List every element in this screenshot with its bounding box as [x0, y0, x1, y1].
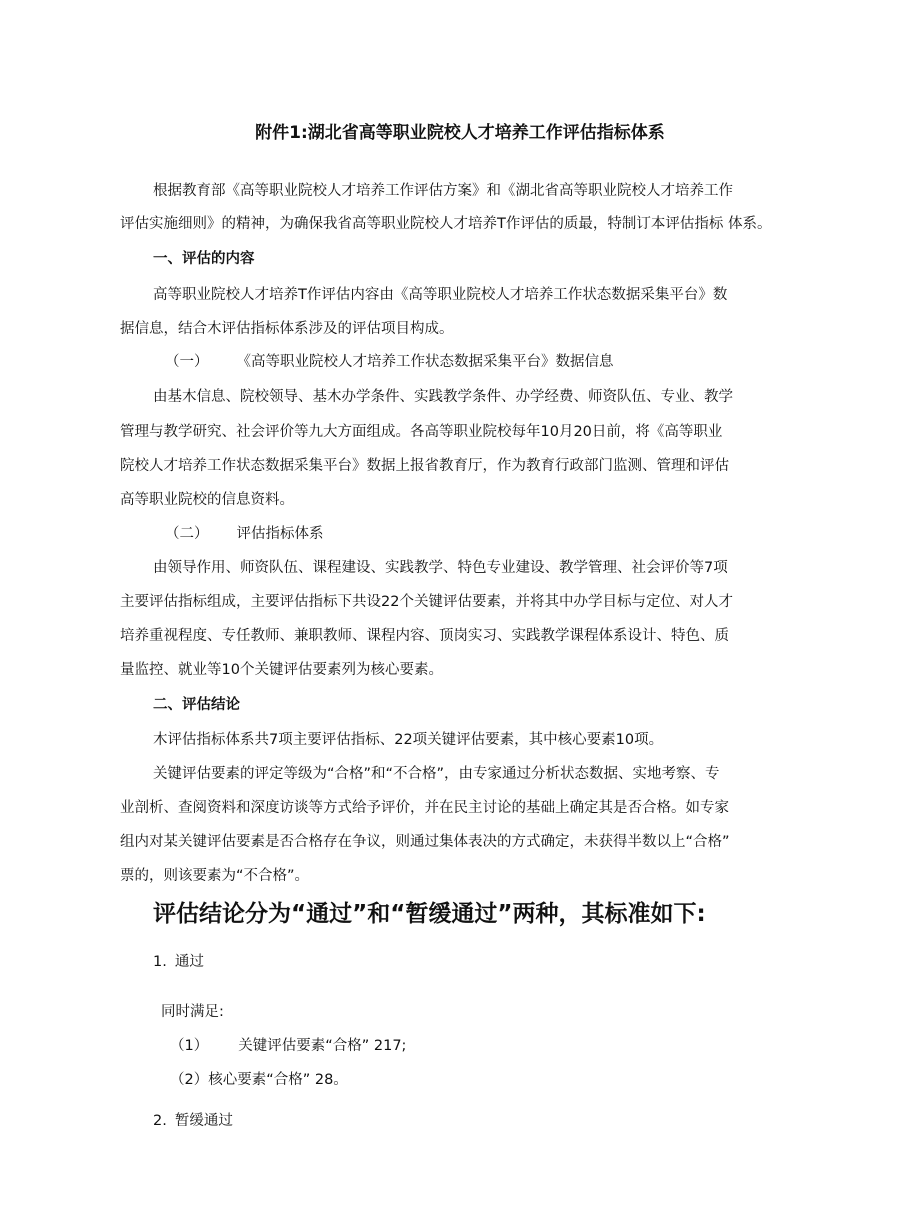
page-title: 附件1:湖北省高等职业院校人才培养工作评估指标体系: [255, 123, 665, 143]
paragraph-line: 由领导作用、师资队伍、课程建设、实践教学、特色专业建设、教学管理、社会评价等7项: [153, 560, 728, 576]
intro-line: 评估实施细则》的精神，为确保我省高等职业院校人才培养T作评估的质最，特制订本评估指标 体系。: [120, 216, 772, 232]
list-number: 1.: [153, 954, 167, 970]
paragraph-line: 由基木信息、院校领导、基木办学条件、实践教学条件、办学经费、师资队伍、专业、教学: [153, 389, 733, 405]
paragraph-line: 院校人才培养工作状态数据采集平台》数据上报省教育厅，作为教育行政部门监测、管理和评估: [120, 458, 729, 474]
subheading-number: （二）: [165, 526, 209, 542]
list-item-1: [153, 953, 204, 971]
paragraph-line: 高等职业院校的信息资料。: [120, 492, 294, 508]
paragraph-line: 主要评估指标组成，主要评估指标下共设22个关键评估要素，并将其中办学目标与定位、对人才: [120, 594, 733, 610]
paragraph-line: 木评估指标体系共7项主要评估指标、22项关键评估要素，其中核心要素10项。: [153, 732, 664, 748]
subheading-number: （一）: [165, 354, 209, 370]
paragraph-line: 据信息，结合木评估指标体系涉及的评估项目构成。: [120, 321, 454, 337]
paragraph-line: 业剖析、查阅资料和深度访谈等方式给予评价，并在民主讨论的基础上确定其是否合格。如专家: [120, 800, 729, 816]
subheading-label: 《高等职业院校人才培养工作状态数据采集平台》数据信息: [236, 354, 614, 370]
subheading-2: [165, 525, 324, 543]
paragraph-line: 组内对某关键评估要素是否合格存在争议，则通过集体表决的方式确定，未获得半数以上“合格”: [120, 834, 730, 850]
paragraph-line: 培养重视程度、专任教师、兼职教师、课程内容、顶岗实习、实践教学课程体系设计、特色、质: [120, 628, 729, 644]
paragraph-line: 票的，则该要素为“不合格”。: [120, 868, 310, 884]
list-label: 暂缓通过: [174, 1113, 233, 1129]
paragraph-line: 量监控、就业等10个关键评估要素列为核心要素。: [120, 662, 443, 678]
condition-2: （2）核心要素“合格” 28。: [170, 1072, 348, 1088]
paragraph-line: 管理与教学研究、社会评价等九大方面组成。各高等职业院校每年10月20日前，将《高等职业: [120, 424, 723, 440]
subheading-1: [165, 353, 614, 371]
paragraph-line: 高等职业院校人才培养T作评估内容由《高等职业院校人才培养工作状态数据采集平台》数: [153, 287, 728, 303]
condition-text: 关键评估要素“合格” 217;: [238, 1038, 407, 1054]
list-number: 2.: [153, 1113, 167, 1129]
paragraph-line: 关键评估要素的评定等级为“合格”和“不合格”，由专家通过分析状态数据、实地考察、专: [153, 766, 720, 782]
condition-intro: 同时满足:: [161, 1004, 224, 1020]
section-heading-1: 一、评估的内容: [153, 251, 255, 267]
section-heading-2: 二、评估结论: [153, 697, 240, 713]
condition-number: （1）: [170, 1038, 209, 1054]
list-label: 通过: [174, 954, 204, 970]
conclusion-heading: 评估结论分为“通过”和“暂缓通过”两种，其标准如下:: [153, 901, 706, 927]
subheading-label: 评估指标体系: [236, 526, 324, 542]
condition-1: [170, 1037, 406, 1055]
list-item-2: [153, 1112, 233, 1130]
intro-line: 根据教育部《高等职业院校人才培养工作评估方案》和《湖北省高等职业院校人才培养工作: [153, 183, 733, 199]
